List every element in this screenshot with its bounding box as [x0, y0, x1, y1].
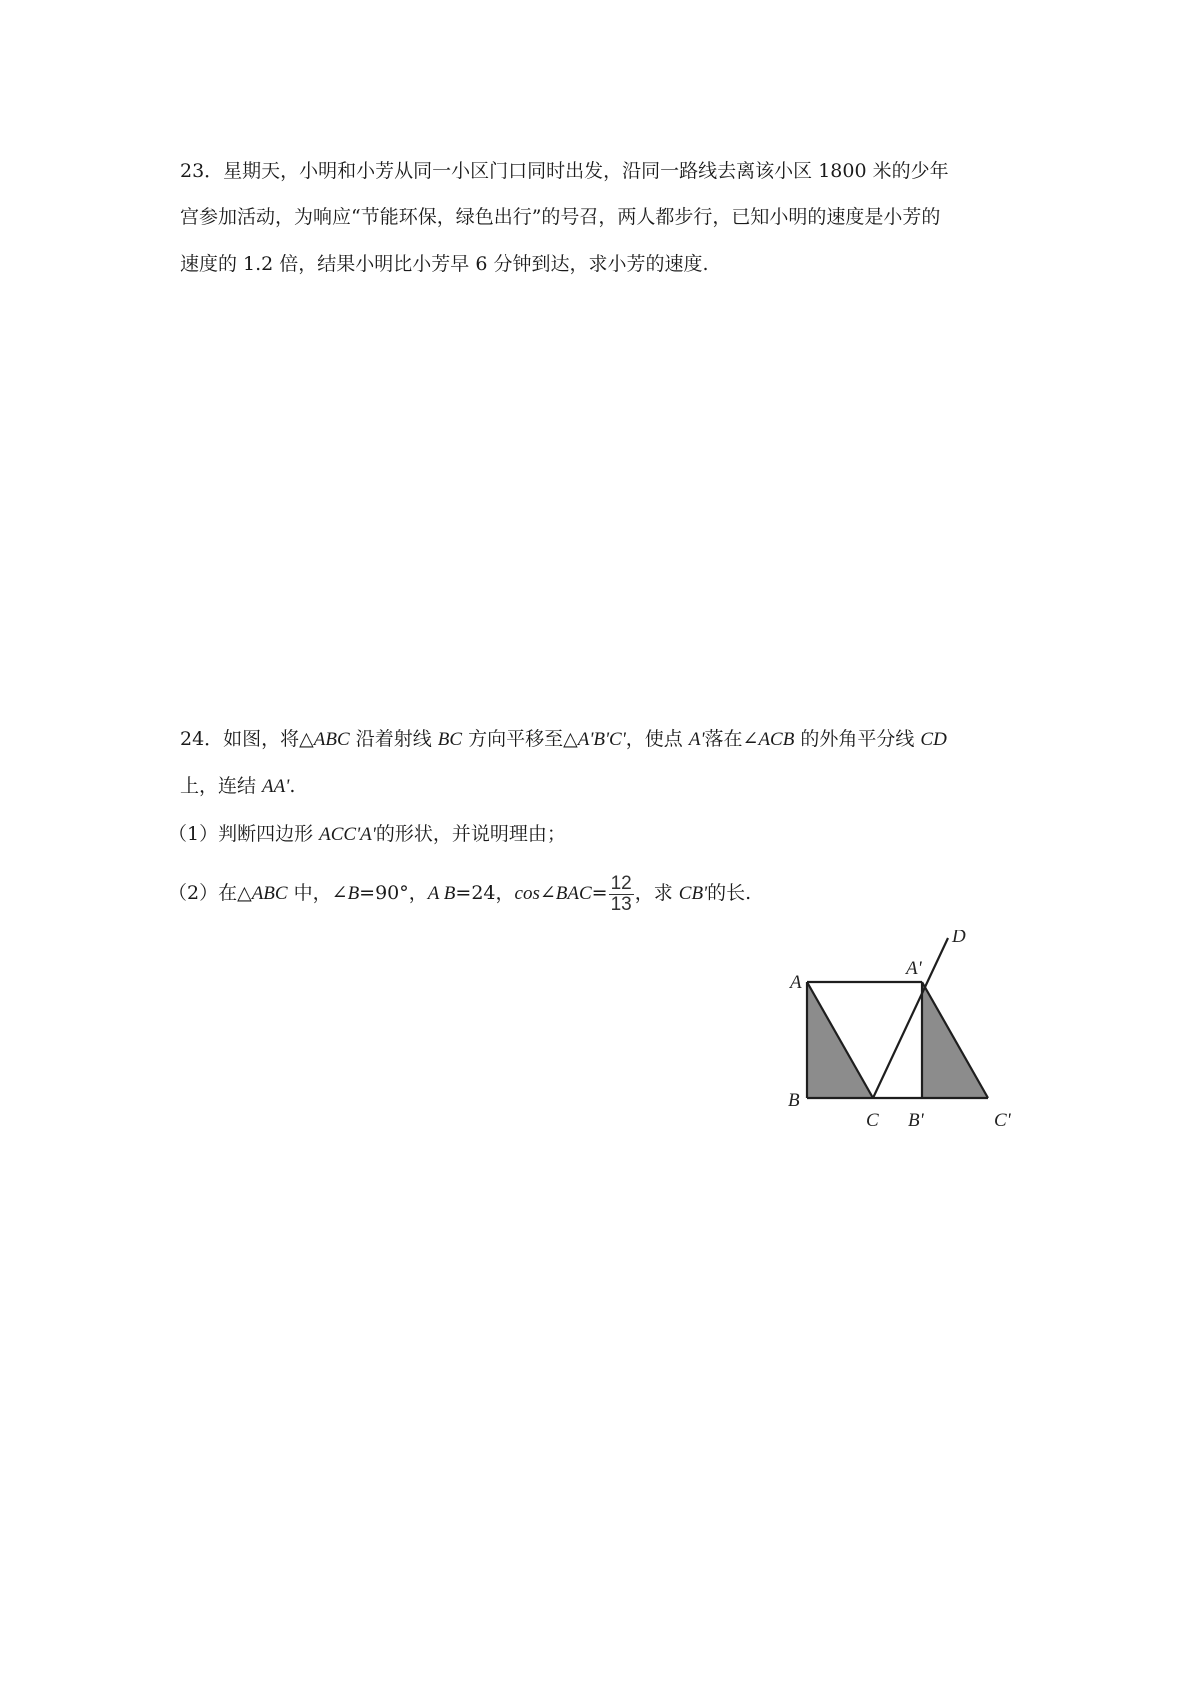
fraction-numerator: 12	[610, 872, 632, 894]
label-c: C	[866, 1110, 879, 1131]
q24-math: BC	[437, 729, 463, 750]
q24-math: cos	[514, 883, 540, 904]
q24-text: 方向平移至△	[462, 728, 578, 750]
q24-math: ABC	[313, 729, 350, 750]
label-b: B	[788, 1090, 800, 1111]
q24-math: A B	[427, 883, 456, 904]
q24-math: ACB	[758, 729, 795, 750]
label-c-prime: C'	[994, 1110, 1011, 1131]
label-b-prime: B'	[908, 1110, 924, 1131]
q24-text: （2）在△	[168, 882, 252, 904]
q24-math: ACC'A'	[319, 824, 376, 845]
q24-part-2	[168, 870, 751, 917]
q24-text: =90°，	[359, 882, 428, 904]
q24-text: ，使点	[625, 728, 689, 750]
q24-math: A'B'C'	[577, 729, 626, 750]
cos-fraction	[609, 874, 634, 915]
q23-line-2: 宫参加活动，为响应“节能环保，绿色出行”的号召，两人都步行，已知小明的速度是小芳的	[180, 206, 941, 228]
q24-text: 沿着射线	[349, 728, 438, 750]
q24-math: AA'	[262, 776, 290, 797]
translation-figure	[770, 930, 1030, 1135]
q24-math: CD	[920, 729, 947, 750]
q23-line-1: 23．星期天，小明和小芳从同一小区门口同时出发，沿同一路线去离该小区 1800 米的少年	[180, 160, 949, 182]
q24-math: CB'	[678, 883, 708, 904]
q23-line-3: 速度的 1.2 倍，结果小明比小芳早 6 分钟到达，求小芳的速度.	[180, 253, 709, 275]
q24-text: 的形状，并说明理由；	[375, 823, 566, 845]
q24-text: ∠	[539, 882, 556, 904]
q24-text: （1）判断四边形	[168, 823, 320, 845]
fraction-denominator: 13	[610, 893, 632, 915]
q24-text: .	[289, 775, 296, 797]
q24-text: ，求	[634, 882, 679, 904]
q24-line-1	[180, 725, 947, 754]
label-a-prime: A'	[906, 958, 922, 979]
q24-text: 中，∠	[287, 882, 348, 904]
q24-text: 落在∠	[704, 728, 759, 750]
q24-text: 的外角平分线	[794, 728, 921, 750]
label-a: A	[790, 972, 802, 993]
q24-text: =	[591, 882, 608, 904]
label-d: D	[952, 930, 966, 947]
q24-line-2	[180, 772, 295, 801]
q24-text: 上，连结	[180, 775, 263, 797]
q24-math: A'	[688, 729, 705, 750]
q24-text: 的长.	[707, 882, 752, 904]
q24-text: 24．如图，将△	[180, 728, 314, 750]
q24-math: ABC	[251, 883, 288, 904]
q24-part-1	[168, 820, 566, 849]
q24-text: =24，	[455, 882, 515, 904]
q24-math: B	[347, 883, 360, 904]
q24-math: BAC	[555, 883, 592, 904]
